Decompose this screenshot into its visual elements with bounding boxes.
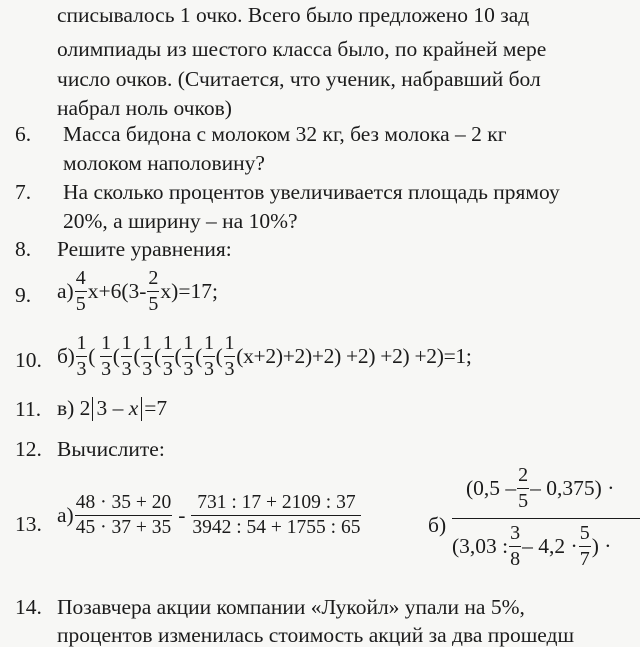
problem-13-number: 13. xyxy=(15,512,42,536)
fraction-numerator: 1 xyxy=(76,333,88,357)
problem-7-line-1: На сколько процентов увеличивается площадь прямоу xyxy=(63,180,560,204)
problem-13a-operator: - xyxy=(178,503,186,528)
denominator-fraction-2 xyxy=(579,523,591,570)
problem-11-label: в) 2 xyxy=(57,396,91,420)
problem-9-end: x)=17; xyxy=(160,278,218,303)
problem-10-fraction xyxy=(182,333,194,380)
fraction-numerator: 2 xyxy=(147,268,159,292)
problem-9-fraction-2 xyxy=(147,268,159,315)
problem-7-line-2: 20%, а ширину – на 10%? xyxy=(63,209,298,233)
problem-9-number: 9. xyxy=(15,283,32,307)
problem-6-line-1: Масса бидона с молоком 32 кг, без молока – 2 кг xyxy=(63,122,507,146)
fraction-numerator: 5 xyxy=(579,523,591,547)
problem-14-line-1: Позавчера акции компании «Лукойл» упали на 5%, xyxy=(57,595,525,619)
problem-8-text: Решите уравнения: xyxy=(57,237,232,261)
fraction-numerator: 3 xyxy=(509,523,521,547)
problem-10-fraction xyxy=(203,333,215,380)
fraction-denominator: 3 xyxy=(101,358,111,380)
problem-9-fraction-1 xyxy=(75,268,87,315)
problem-10-tail: (x+2)+2)+2) +2) +2) +2)=1; xyxy=(236,343,472,368)
fraction-numerator: 1 xyxy=(141,333,153,357)
variable-x: x xyxy=(128,396,139,420)
fraction-numerator: 1 xyxy=(203,333,215,357)
problem-13b-denominator xyxy=(452,523,611,570)
problem-13a-fraction-2 xyxy=(191,493,361,539)
fraction-numerator: 1 xyxy=(224,333,236,357)
intro-line-4: набрал ноль очков) xyxy=(57,96,232,120)
problem-10-fraction xyxy=(224,333,236,380)
fraction-denominator: 8 xyxy=(510,548,521,570)
fraction-numerator: 1 xyxy=(100,333,112,357)
problem-6-number: 6. xyxy=(15,122,32,146)
fraction-numerator: 2 xyxy=(517,465,529,489)
intro-line-3: число очков. (Считается, что ученик, набравший бол xyxy=(57,67,541,91)
open-paren: ( xyxy=(174,343,182,368)
problem-12-number: 12. xyxy=(15,437,42,461)
problem-10-equation xyxy=(57,333,472,380)
open-paren: ( xyxy=(215,343,223,368)
numerator-part-1: (0,5 – xyxy=(466,475,517,500)
problem-11-end: =7 xyxy=(144,396,168,420)
problem-10-fraction xyxy=(162,333,174,380)
fraction-denominator: 3 xyxy=(162,358,173,380)
problem-13a-label: а) xyxy=(57,503,74,528)
fraction-denominator: 5 xyxy=(148,293,159,315)
open-paren: ( xyxy=(133,343,141,368)
fraction-numerator: 48 · 35 + 20 xyxy=(75,493,173,516)
problem-9-middle: x+6(3- xyxy=(87,278,147,303)
open-paren: ( xyxy=(88,343,96,368)
fraction-denominator: 3 xyxy=(121,358,132,380)
fraction-denominator: 7 xyxy=(579,548,590,570)
denominator-part-1: (3,03 : xyxy=(452,533,509,558)
denominator-part-2: – 4,2 · xyxy=(522,533,578,558)
open-paren: ( xyxy=(195,343,202,368)
problem-13b-label: б) xyxy=(428,513,447,537)
problem-9-label: а) xyxy=(57,278,74,303)
problem-7-number: 7. xyxy=(15,180,32,204)
intro-line-1: списывалось 1 очко. Всего было предложено 10 зад xyxy=(57,3,530,27)
open-paren: ( xyxy=(153,343,161,368)
fraction-denominator: 45 · 37 + 35 xyxy=(75,517,172,539)
problem-10-fraction xyxy=(121,333,133,380)
problem-13a-fraction-1 xyxy=(75,493,173,539)
fraction-denominator: 3 xyxy=(183,358,194,380)
denominator-fraction-1 xyxy=(509,523,521,570)
problem-10-number: 10. xyxy=(15,348,42,372)
problem-11-equation xyxy=(57,397,167,421)
problem-10-label: б) xyxy=(57,343,75,368)
fraction-denominator: 3942 : 54 + 1755 : 65 xyxy=(192,517,361,539)
fraction-denominator: 5 xyxy=(518,490,529,512)
denominator-part-3: ) · xyxy=(591,533,612,558)
problem-14-line-2: процентов изменилась стоимость акций за два прошедш xyxy=(57,623,575,647)
fraction-denominator: 3 xyxy=(76,358,87,380)
problem-10-fraction xyxy=(76,333,88,380)
problem-10-fraction xyxy=(141,333,153,380)
problem-13a-expression xyxy=(57,493,362,539)
fraction-denominator: 5 xyxy=(75,293,86,315)
fraction-numerator: 1 xyxy=(182,333,194,357)
fraction-denominator: 3 xyxy=(224,358,235,380)
fraction-denominator: 3 xyxy=(203,358,214,380)
problem-11-number: 11. xyxy=(15,397,42,421)
problem-8-number: 8. xyxy=(15,237,32,261)
problem-13b-fraction xyxy=(452,465,640,575)
absolute-value xyxy=(92,397,142,421)
problem-6-line-2: молоком наполовину? xyxy=(63,151,265,175)
problem-13b-fraction-bar xyxy=(452,518,640,519)
fraction-numerator: 731 : 17 + 2109 : 37 xyxy=(191,493,361,516)
numerator-part-2: – 0,375) · xyxy=(530,475,615,500)
fraction-denominator: 3 xyxy=(142,358,152,380)
problem-14-number: 14. xyxy=(15,595,42,619)
problem-13b-numerator xyxy=(466,465,614,512)
abs-inner: 3 – xyxy=(96,396,124,420)
problem-12-text: Вычислите: xyxy=(57,437,165,461)
fraction-numerator: 1 xyxy=(121,333,133,357)
fraction-numerator: 4 xyxy=(75,268,87,292)
problem-10-fraction xyxy=(100,333,112,380)
intro-line-2: олимпиады из шестого класса было, по крайней мере xyxy=(57,37,547,61)
fraction-numerator: 1 xyxy=(162,333,174,357)
open-paren: ( xyxy=(112,343,120,368)
problem-9-equation xyxy=(57,268,218,315)
numerator-fraction xyxy=(517,465,529,512)
